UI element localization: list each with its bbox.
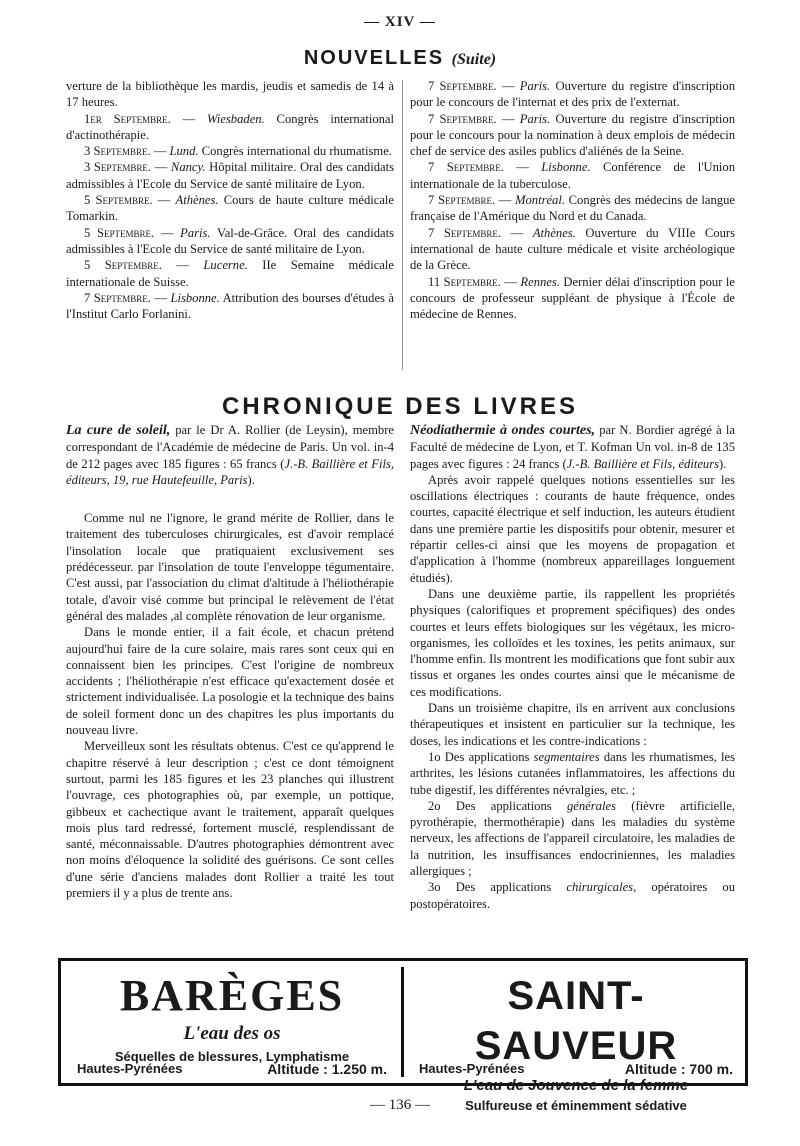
book-publisher: J.-B. Baillière et Fils, éditeurs, 19, rue Hautefeuille, Paris (66, 456, 394, 487)
news-item (66, 192, 394, 225)
book-review-left (66, 422, 394, 901)
ad-description: Sulfureuse et éminemment sédative (465, 1098, 687, 1113)
news-column-left (66, 78, 394, 322)
review-paragraph: Dans une deuxième partie, ils rappellent les propriétés physiques (calorifiques et proprement spécifiques) des ondes courtes et leurs effets biologiques sur les végétaux, les micro-organismes, les colloïdes et les toxines, les petits animaux, sur l'homme enfin. Ils montrent les modifications que font subir aux tissus et organes les ondes courtes ainsi que le mécanisme de ces modifications. (410, 586, 735, 699)
review-paragraph: Après avoir rappelé quelques notions essentielles sur les oscillations électriques : courants de haute fréquence, ondes courtes, capacité électrique et self induction, les auteurs étudient dans une première partie les dispositifs pour obtenir, mesurer et répartir celles-ci ainsi que les moyens de propagation et d'application à l'homme (nombreux appareillages longuement étudiés). (410, 472, 735, 585)
book-title: La cure de soleil, (66, 423, 171, 438)
news-date: 3 Septembre. (84, 144, 151, 159)
dash: — (496, 79, 520, 93)
book-close: ). (247, 472, 255, 487)
news-text: Congrès international du rhumatisme. (198, 144, 392, 159)
nouvelles-title (0, 47, 800, 70)
item-lead: 2o Des applications (428, 798, 567, 813)
news-item (410, 192, 735, 225)
news-city: Paris. (180, 225, 211, 240)
ad-footer (77, 1061, 387, 1077)
section-heading: NOUVELLES (303, 47, 445, 69)
column-divider (402, 80, 403, 370)
news-text: Ouverture du registre d'inscription pour le concours de l'internat et des prix de l'externat. (410, 79, 736, 110)
dash: — (151, 160, 171, 175)
news-date: 5 Septembre. (84, 225, 155, 240)
ad-saint-sauveur (411, 961, 741, 1113)
news-text: Congrès international d'actinothérapie. (66, 111, 394, 142)
dash: — (495, 193, 515, 208)
news-text: verture de la bibliothèque les mardis, jeudis et samedis de 14 à 17 heures. (66, 79, 394, 110)
news-city: Athènes. (532, 225, 576, 240)
news-item (410, 225, 735, 274)
ad-slogan: L'eau de Jouvence de la femme (463, 1077, 689, 1094)
page-roman-number: — XIV — (364, 14, 436, 30)
news-date: 7 Septembre. (428, 111, 497, 126)
news-text: Ouverture du VIIIe Cours international de haute culture médicale et visite archéologique de la Grèce. (410, 225, 735, 273)
list-item (410, 749, 735, 798)
news-item (410, 274, 735, 323)
news-text: Conférence de l'Union internationale de la tuberculose. (410, 160, 735, 191)
item-text: , opératoires ou postopératoires. (410, 880, 735, 911)
page-folio: — 136 — (370, 1097, 430, 1113)
news-text: Dernier délai d'inscription pour le concours de professeur suppléant de physique à l'École de médecine de Rennes. (410, 274, 735, 322)
item-term: chirurgicales (566, 880, 634, 895)
news-item (66, 225, 394, 258)
ad-altitude: Altitude : 1.250 m. (267, 1061, 387, 1077)
ad-region: Hautes-Pyrénées (419, 1061, 525, 1076)
news-text: Val-de-Grâce. Oral des candidats admissibles à l'Ecole du Service de santé militaire de Lyon. (66, 225, 395, 256)
ad-name: SAINT-SAUVEUR (474, 974, 678, 1068)
news-city: Montréal. (514, 193, 566, 208)
list-item (410, 798, 735, 879)
review-paragraph: Merveilleux sont les résultats obtenus. C'est ce qu'apprend le chapitre réservé à leur description ; c'est ce dont témoignent surtout, parmi les 185 figures et les 23 planches qui illustrent l'ouvrage, ces photographies où, par exemple, un pottique, gibbeux et cachectique avant le traitement, apparaît quelques mois plus tard redressé, fortement musclé, resplendissant de santé, méconnaissable. D'autres photographies démontrent avec non moins d'éloquence la solidité des guérisons. Ce sont celles d'une série d'anciens malades dont Rollier a traité les tout premiers il y a plus de trente ans. (66, 739, 394, 901)
dash: — (161, 258, 204, 273)
item-lead: 3o Des applications (428, 880, 567, 895)
news-date: 7 Septembre. (428, 160, 504, 175)
dash: — (154, 225, 181, 240)
book-title: Néodiathermie à ondes courtes, (410, 423, 596, 438)
ad-footer (419, 1061, 733, 1077)
ad-bareges (69, 961, 395, 1083)
ad-region: Hautes-Pyrénées (77, 1061, 183, 1076)
ad-altitude: Altitude : 700 m. (624, 1061, 733, 1077)
dash: — (500, 274, 521, 289)
news-date: 7 Septembre. (428, 225, 502, 240)
news-item (410, 78, 735, 111)
news-item (410, 159, 735, 192)
dash: — (503, 160, 542, 175)
book-review-right (410, 422, 735, 912)
news-text: Cours de haute culture médicale Tomarkin. (66, 193, 395, 224)
news-date: 11 Septembre. (428, 274, 501, 289)
dash: — (150, 144, 170, 159)
book-author: par le Dr A. Rollier (de Leysin), membre correspondant de l'Académie de médecine de Paris. Un vol. in-4 de 212 pages avec 185 figures : 65 francs ( (66, 423, 394, 471)
chronique-title: CHRONIQUE DES LIVRES (221, 393, 579, 420)
news-city: Paris. (519, 79, 551, 93)
news-city: Athènes. (175, 193, 219, 208)
book-heading (66, 422, 394, 488)
news-date: 7 Septembre. (428, 79, 497, 93)
dash: — (150, 290, 171, 305)
book-heading (410, 422, 735, 472)
ad-description: Séquelles de blessures, Lymphatisme (114, 1049, 350, 1064)
list-item (410, 879, 735, 912)
dash: — (501, 225, 533, 240)
news-text: IIe Semaine médicale internationale de Suisse. (66, 258, 394, 289)
ad-separator (401, 967, 404, 1077)
news-city: Lucerne. (203, 258, 248, 273)
dash: — (496, 111, 520, 126)
news-city: Lund. (169, 144, 199, 159)
dash: — (170, 111, 208, 126)
news-city: Lisbonne. (541, 160, 591, 175)
news-city: Wiesbaden. (207, 111, 265, 126)
item-term: segmentaires (533, 749, 600, 764)
news-item (66, 257, 394, 290)
news-date: 5 Septembre. (84, 193, 153, 208)
news-date: 5 Septembre. (84, 258, 162, 273)
item-term: générales (566, 798, 616, 813)
news-item (66, 159, 394, 192)
news-text: Attribution des bourses d'études à l'Institut Carlo Forlanini. (66, 290, 394, 322)
news-item (410, 111, 735, 160)
news-item (66, 111, 394, 144)
news-date: 7 Septembre. (84, 290, 151, 305)
dash: — (152, 193, 176, 208)
news-item (66, 78, 394, 111)
book-publisher: J.-B. Baillière et Fils, éditeurs (566, 456, 720, 471)
news-city: Rennes. (520, 274, 560, 289)
news-text: Congrès des médecins de langue française de l'Amérique du Nord et du Canada. (410, 193, 735, 224)
news-text: Ouverture du registre d'inscription pour le concours pour la nomination à deux emplois de médecin chef de service des asiles publics d'aliénés de la Seine. (410, 111, 736, 159)
news-city: Paris. (519, 111, 551, 126)
news-text: Hôpital militaire. Oral des candidats admissibles à l'Ecole du Service de santé militaire de Lyon. (66, 160, 394, 191)
item-lead: 1o Des applications (428, 749, 534, 764)
news-item (66, 143, 394, 159)
news-column-right (410, 78, 735, 322)
news-date: 1er Septembre. (84, 111, 171, 126)
review-paragraph: Dans un troisième chapitre, ils en arrivent aux conclusions thérapeutiques et insistent en particulier sur la technique, les doses, les indications et les contre-indications : (410, 701, 735, 748)
ad-name: BARÈGES (119, 971, 345, 1020)
news-item (66, 290, 394, 323)
news-city: Nancy. (170, 160, 206, 175)
review-paragraph: Comme nul ne l'ignore, le grand mérite de Rollier, dans le traitement des tuberculoses chirurgicales, est d'avoir remplacé l'insolation locale que pratiquaient exclusivement ses prédécesseur. par l'insolation de toute l'enveloppe tégumentaire. C'est aussi, par l'association du climat d'altitude à l'héliothérapie totale, d'avoir visé comme but principal le relèvement de l'état général des malades ,al complète rénovation de leur organisme. (66, 511, 394, 623)
ad-slogan: L'eau des os (183, 1023, 281, 1044)
suite-label: (Suite) (451, 51, 497, 68)
book-close: ). (719, 456, 727, 471)
item-text: dans les rhumatismes, les arthrites, les lésions cutanées inflammatoires, les affections du tube digestif, les différentes névralgies, etc. ; (410, 749, 736, 797)
review-paragraph: Dans le monde entier, il a fait école, et chacun prétend aujourd'hui faire de la cure solaire, mais rares sont ceux qui en connaissent bien les principes. C'est l'origine de nombreux accidents ; l'héliothérapie n'est efficace qu'exactement dosée et strictement individualisée. La posologie et la technique des bains de soleil forment donc un des chapitres les plus importants du nouveau livre. (66, 625, 394, 738)
news-city: Lisbonne. (170, 290, 220, 305)
book-author: par N. Bordier agrégé à la Faculté de médecine de Lyon, et T. Kofman Un vol. in-8 de 135 pages avec figures : 24 francs ( (410, 423, 736, 471)
news-date: 7 Septembre. (428, 193, 496, 208)
item-text: (fièvre artificielle, pyrothérapie, thermothérapie) dans les maladies du système nerveux, les affections de l'appareil circulatoire, les maladies de la nutrition, les insuffisances endocriniennes, les maladies allergiques ; (410, 798, 735, 879)
news-date: 3 Septembre. (84, 160, 152, 175)
